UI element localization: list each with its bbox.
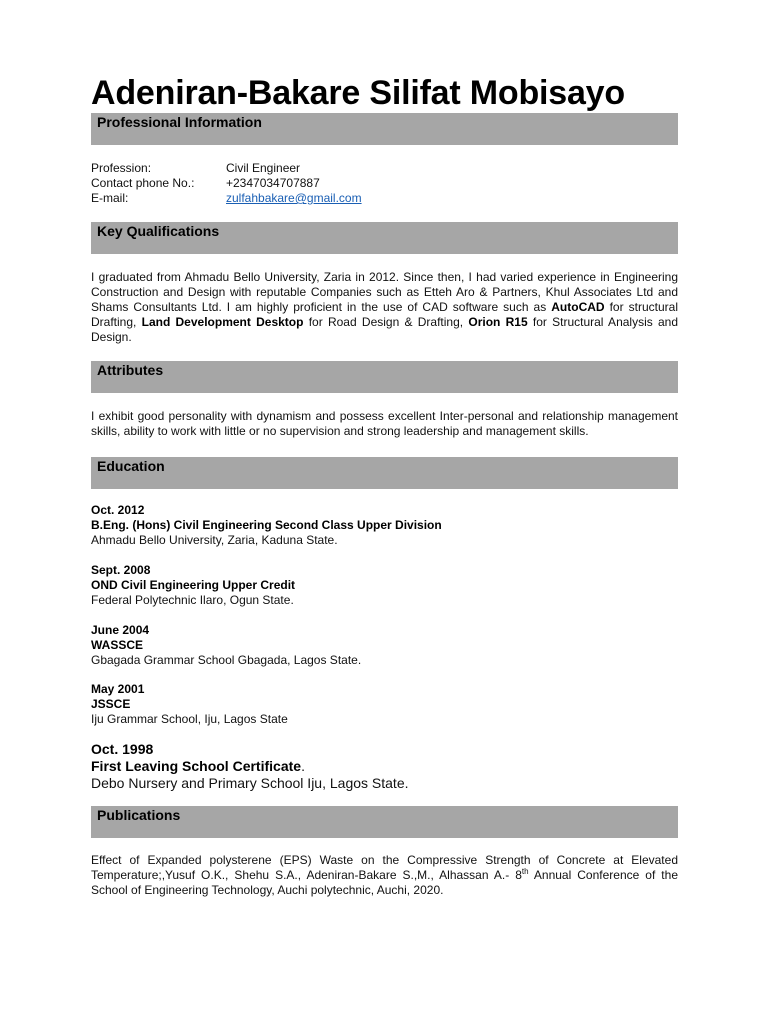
qualifications-text: for structural Drafting, bbox=[91, 300, 678, 329]
software-autocad: AutoCAD bbox=[551, 300, 605, 314]
publication-ordinal: th bbox=[521, 867, 529, 876]
education-school: Debo Nursery and Primary School Iju, Lagos State. bbox=[91, 775, 409, 791]
software-orion: Orion R15 bbox=[468, 315, 528, 329]
education-title: JSSCE bbox=[91, 697, 131, 711]
software-ldd: Land Development Desktop bbox=[141, 315, 304, 329]
publication-text: Effect of Expanded polysterene (EPS) Waste on the Compressive Strength of Concrete at Elevated Temperature;,Yusuf O.K., Shehu S.A., Adeniran-Bakare S.,M., Alhassan A.- 8 bbox=[91, 853, 678, 882]
qualifications-text: I graduated from Ahmadu Bello University, Zaria in 2012. Since then, I had varied experience in Engineering Construction and Design with reputable Companies such as Etteh Aro & Partners, Khul Associates Ltd and Shams Consultants Ltd. I am highly proficient in the use of CAD software such as bbox=[91, 270, 678, 314]
email-link[interactable]: zulfahbakare@gmail.com bbox=[226, 191, 362, 205]
education-title: OND Civil Engineering Upper Credit bbox=[91, 578, 296, 592]
education-title: B.Eng. (Hons) Civil Engineering Second Class Upper Division bbox=[91, 518, 442, 532]
phone-value: +2347034707887 bbox=[226, 176, 320, 190]
section-header-attributes bbox=[91, 361, 678, 393]
qualifications-paragraph bbox=[91, 270, 678, 345]
qualifications-text: for Structural Analysis and Design. bbox=[91, 315, 679, 344]
publication-text: Annual Conference of the School of Engineering Technology, Auchi polytechnic, Auchi, 2020. bbox=[91, 868, 678, 897]
attributes-paragraph: I exhibit good personality with dynamism and possess excellent Inter-personal and relationship management skills, ability to work with little or no supervision and strong leadership and management skills. bbox=[91, 409, 678, 438]
education-date: Sept. 2008 bbox=[91, 563, 151, 577]
phone-label: Contact phone No.: bbox=[91, 176, 195, 190]
education-title-suffix: . bbox=[301, 758, 305, 774]
education-title: First Leaving School Certificate bbox=[91, 758, 302, 774]
education-title-line bbox=[91, 758, 305, 774]
section-title: Professional Information bbox=[97, 114, 262, 130]
section-header-publications bbox=[91, 806, 678, 838]
publication-entry bbox=[91, 853, 678, 898]
section-title: Attributes bbox=[97, 362, 164, 378]
section-header-education bbox=[91, 457, 678, 489]
section-title: Key Qualifications bbox=[97, 223, 220, 239]
education-date: May 2001 bbox=[91, 682, 145, 696]
education-title: WASSCE bbox=[91, 638, 144, 652]
section-title: Education bbox=[97, 458, 165, 474]
candidate-name: Adeniran-Bakare Silifat Mobisayo bbox=[91, 74, 625, 112]
education-school: Federal Polytechnic Ilaro, Ogun State. bbox=[91, 593, 294, 607]
section-header-qualifications bbox=[91, 222, 678, 254]
education-school: Gbagada Grammar School Gbagada, Lagos State. bbox=[91, 653, 362, 667]
education-date: Oct. 2012 bbox=[91, 503, 145, 517]
email-label: E-mail: bbox=[91, 191, 129, 205]
section-title: Publications bbox=[97, 807, 181, 823]
education-date: June 2004 bbox=[91, 623, 150, 637]
qualifications-text: for Road Design & Drafting, bbox=[303, 315, 469, 329]
profession-value: Civil Engineer bbox=[226, 161, 301, 175]
education-date: Oct. 1998 bbox=[91, 741, 154, 757]
education-school: Ahmadu Bello University, Zaria, Kaduna State. bbox=[91, 533, 338, 547]
education-school: Iju Grammar School, Iju, Lagos State bbox=[91, 712, 288, 726]
profession-label: Profession: bbox=[91, 161, 152, 175]
section-header-professional bbox=[91, 113, 678, 145]
